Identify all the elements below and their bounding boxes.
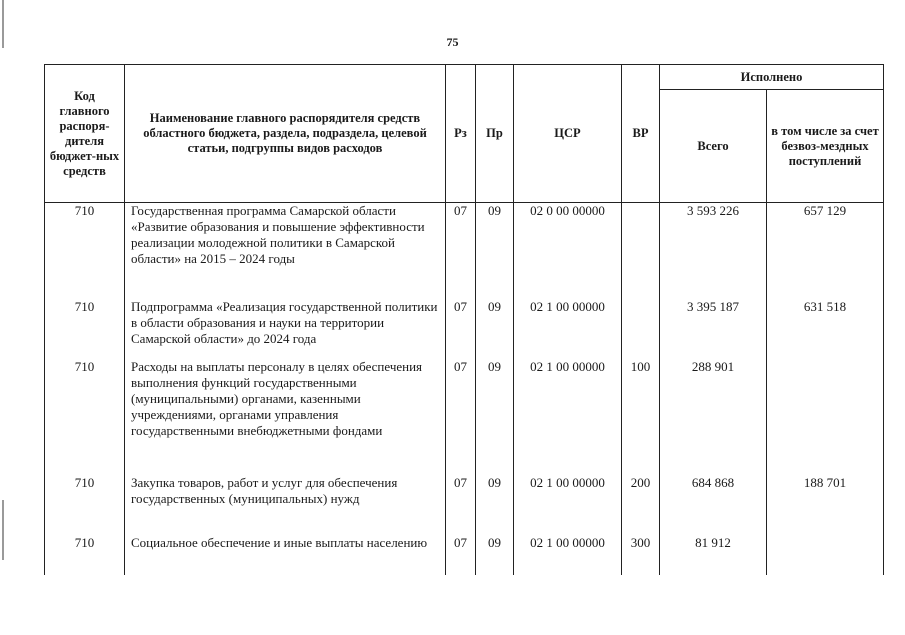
cell-csr: 02 1 00 00000 [514, 299, 622, 359]
cell-rz: 07 [446, 203, 476, 300]
cell-total: 3 593 226 [660, 203, 767, 300]
cell-gratis: 188 701 [767, 475, 884, 535]
cell-rz: 07 [446, 475, 476, 535]
header-vr: ВР [622, 65, 660, 203]
cell-pr: 09 [476, 475, 514, 535]
header-gratis: в том числе за счет безвоз-мездных поступлений [767, 90, 884, 203]
cell-name: Закупка товаров, работ и услуг для обеспечения государственных (муниципальных) нужд [125, 475, 446, 535]
cell-rz: 07 [446, 535, 476, 575]
cell-vr [622, 203, 660, 300]
cell-code: 710 [45, 475, 125, 535]
cell-pr: 09 [476, 535, 514, 575]
cell-rz: 07 [446, 299, 476, 359]
cell-gratis: 631 518 [767, 299, 884, 359]
cell-vr [622, 299, 660, 359]
table-row [45, 535, 884, 575]
cell-name: Подпрограмма «Реализация государственной политики в области образования и науки на территории Самарской области» до 2024 года [125, 299, 446, 359]
scan-edge-mark [2, 0, 4, 48]
cell-rz: 07 [446, 359, 476, 475]
cell-vr: 200 [622, 475, 660, 535]
cell-csr: 02 1 00 00000 [514, 535, 622, 575]
cell-gratis [767, 359, 884, 475]
budget-execution-table [44, 64, 884, 575]
cell-pr: 09 [476, 203, 514, 300]
cell-name: Государственная программа Самарской области «Развитие образования и повышение эффективности реализации молодежной политики в Самарской области» на 2015 – 2024 годы [125, 203, 446, 300]
cell-code: 710 [45, 299, 125, 359]
cell-total: 288 901 [660, 359, 767, 475]
cell-pr: 09 [476, 359, 514, 475]
table-row [45, 475, 884, 535]
header-csr: ЦСР [514, 65, 622, 203]
table-row [45, 203, 884, 300]
cell-name: Социальное обеспечение и иные выплаты населению [125, 535, 446, 575]
cell-code: 710 [45, 203, 125, 300]
cell-csr: 02 1 00 00000 [514, 475, 622, 535]
header-code: Код главного распоря-дителя бюджет-ных средств [45, 65, 125, 203]
header-pr: Пр [476, 65, 514, 203]
cell-vr: 100 [622, 359, 660, 475]
cell-total: 81 912 [660, 535, 767, 575]
cell-csr: 02 0 00 00000 [514, 203, 622, 300]
table-row [45, 299, 884, 359]
cell-total: 684 868 [660, 475, 767, 535]
header-rz: Рз [446, 65, 476, 203]
cell-total: 3 395 187 [660, 299, 767, 359]
header-name: Наименование главного распорядителя средств областного бюджета, раздела, подраздела, целевой статьи, подгруппы видов расходов [125, 65, 446, 203]
cell-code: 710 [45, 535, 125, 575]
cell-name: Расходы на выплаты персоналу в целях обеспечения выполнения функций государственными (муниципальными) органами, казенными учреждениями, органами управления государственными внебюджетными фондами [125, 359, 446, 475]
page-number: 75 [446, 35, 459, 49]
header-executed: Исполнено [660, 65, 884, 90]
cell-csr: 02 1 00 00000 [514, 359, 622, 475]
header-total: Всего [660, 90, 767, 203]
table-row [45, 359, 884, 475]
scan-edge-mark [2, 500, 4, 560]
cell-gratis: 657 129 [767, 203, 884, 300]
cell-pr: 09 [476, 299, 514, 359]
cell-gratis [767, 535, 884, 575]
cell-vr: 300 [622, 535, 660, 575]
cell-code: 710 [45, 359, 125, 475]
